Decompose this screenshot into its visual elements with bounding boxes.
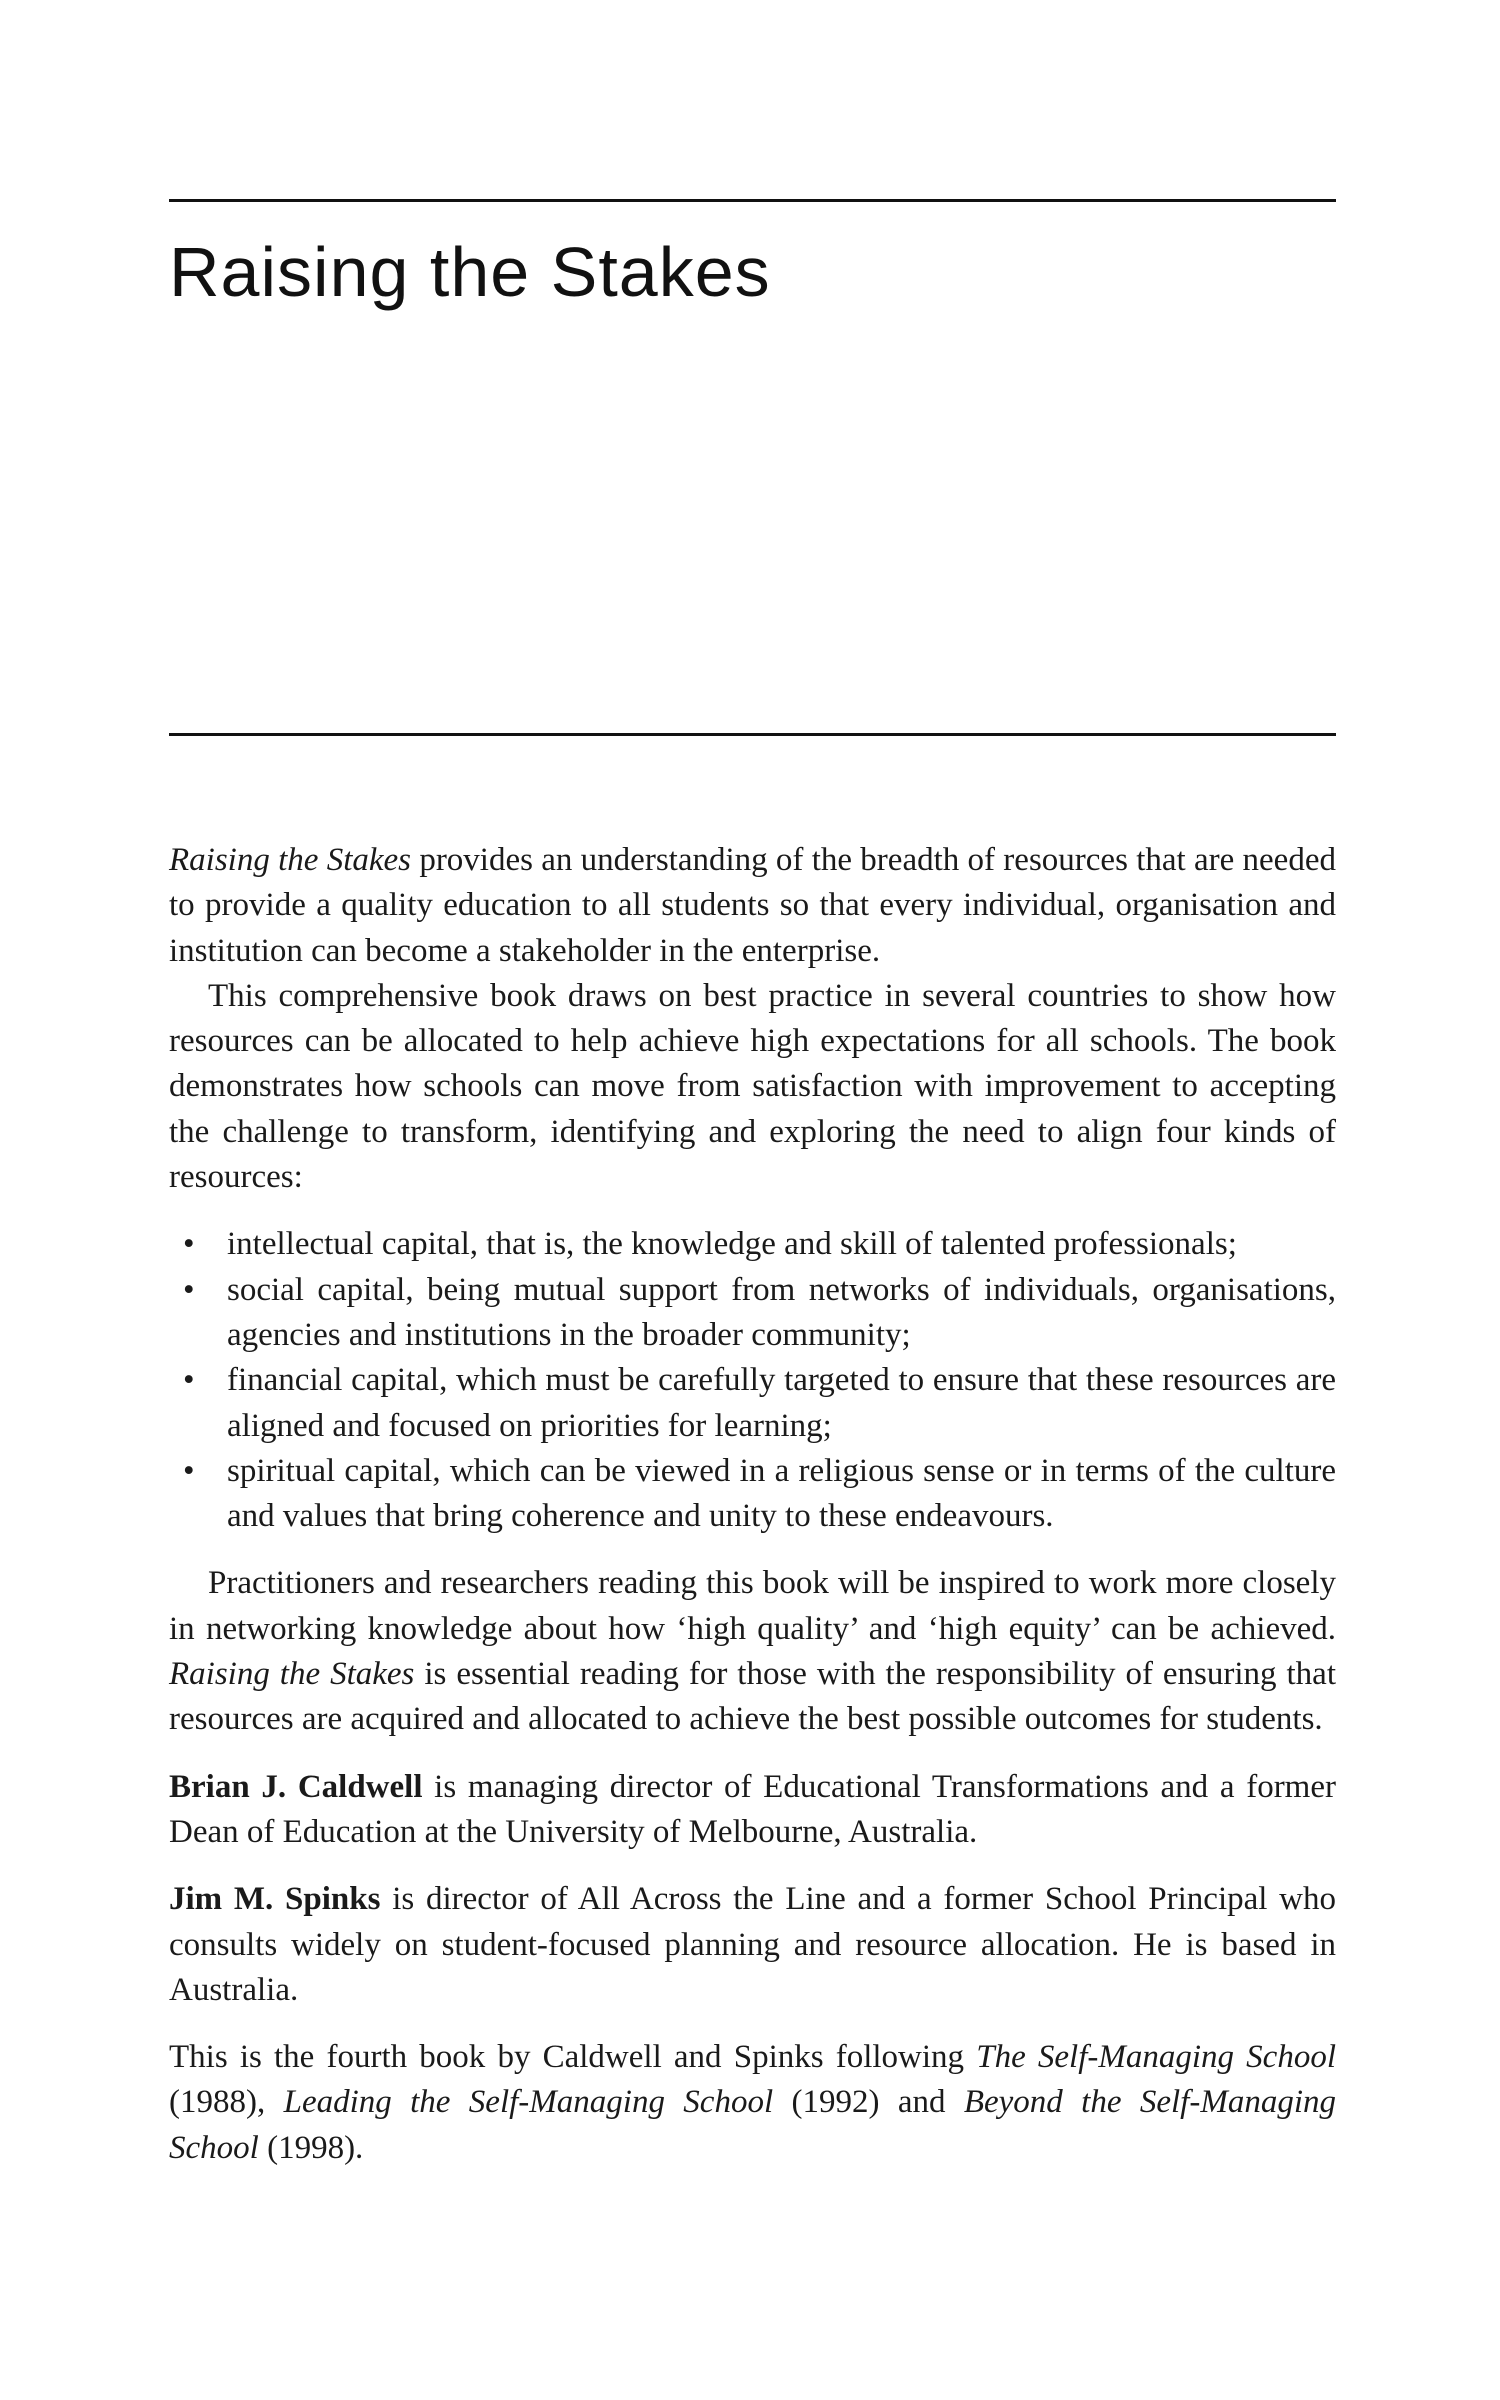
text: (1992) and	[773, 2084, 964, 2121]
list-item	[169, 1449, 1336, 1540]
author-name: Brian J. Caldwell	[169, 1768, 423, 1805]
bottom-rule	[169, 733, 1336, 736]
author-bio-caldwell	[169, 1765, 1336, 1856]
top-rule	[169, 199, 1336, 202]
list-item	[169, 1358, 1336, 1449]
book-title-italic: The Self-Managing School	[976, 2039, 1337, 2076]
book-title-italic: Leading the Self-Managing School	[283, 2084, 774, 2121]
list-item-text: spiritual capital, which can be viewed in a religious sense or in terms of the culture and values that bring coherence and unity to these endeavours.	[227, 1452, 1336, 1535]
bullet-icon: •	[183, 1452, 195, 1489]
bullet-icon: •	[183, 1271, 195, 1308]
text: This is the fourth book by Caldwell and Spinks following	[169, 2039, 977, 2076]
list-item-text: intellectual capital, that is, the knowledge and skill of talented professionals;	[227, 1226, 1237, 1263]
text: Practitioners and researchers reading this book will be inspired to work more closely in networking knowledge about how ‘high quality’ and ‘high equity’ can be achieved.	[169, 1565, 1336, 1647]
title-italic: Raising the Stakes	[169, 842, 412, 878]
author-bio-text: is director of All Across the Line and a former School Principal who consults widely on student-focused planning and resource allocation. He is based in Australia.	[169, 1881, 1337, 2008]
resources-paragraph: This comprehensive book draws on best practice in several countries to show how resources can be allocated to help achieve high expectations for all schools. The book demonstrates how schools can move from satisfaction with improvement to accepting the challenge to transform, identifying and exploring the need to align four kinds of resources:	[169, 977, 1336, 1196]
resources-list	[169, 1222, 1336, 1539]
text: is essential reading for those with the responsibility of ensuring that resources are acquired and allocated to achieve the best possible outcomes for students.	[169, 1656, 1336, 1738]
previous-books	[169, 2035, 1336, 2171]
intro-paragraph	[169, 838, 1336, 974]
book-title-italic: Beyond the Self-Managing School	[169, 2084, 1336, 2166]
text: (1998).	[258, 2129, 364, 2166]
author-name: Jim M. Spinks	[169, 1881, 381, 1918]
practitioners-paragraph	[169, 1561, 1336, 1742]
list-item	[169, 1222, 1336, 1267]
intro-text: provides an understanding of the breadth of resources that are needed to provide a quality education to all students so that every individual, organisation and institution can become a stakeholder in the enterprise.	[169, 842, 1336, 969]
list-item-text: social capital, being mutual support from networks of individuals, organisations, agencies and institutions in the broader community;	[227, 1271, 1336, 1353]
book-description	[169, 838, 1336, 2171]
bullet-icon: •	[183, 1362, 195, 1399]
bullet-icon: •	[183, 1226, 195, 1263]
list-item-text: financial capital, which must be carefully targeted to ensure that these resources are aligned and focused on priorities for learning;	[227, 1362, 1336, 1444]
author-bio-spinks	[169, 1877, 1336, 2013]
author-bio-text: is managing director of Educational Transformations and a former Dean of Education at the University of Melbourne, Australia.	[169, 1768, 1336, 1850]
title-italic: Raising the Stakes	[169, 1656, 415, 1693]
list-item	[169, 1268, 1336, 1359]
text: (1988),	[169, 2084, 284, 2121]
book-title: Raising the Stakes	[169, 233, 771, 311]
